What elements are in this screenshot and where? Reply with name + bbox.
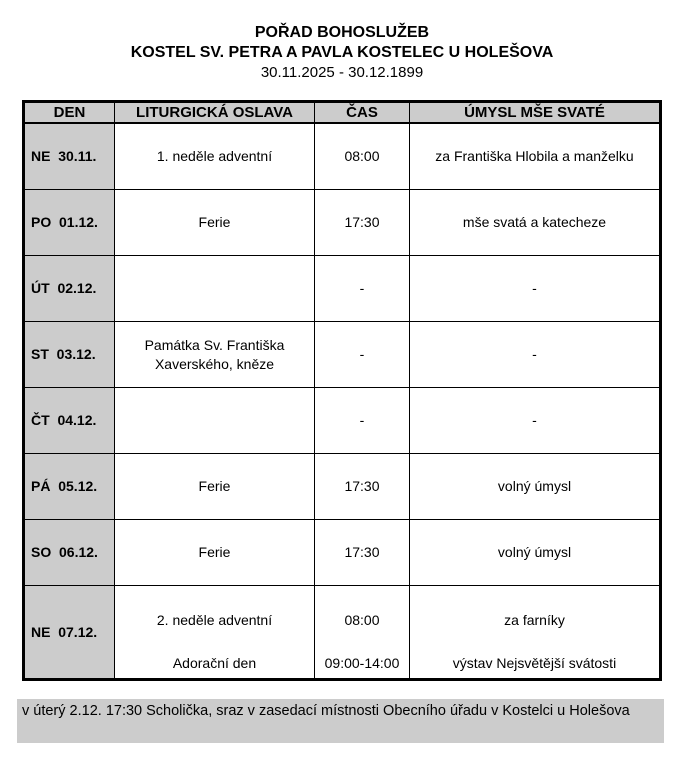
- liturgy-cell: Ferie: [115, 454, 315, 520]
- day-cell: ČT 04.12.: [25, 388, 115, 454]
- intention-cell: [410, 586, 659, 678]
- liturgy-cell: Ferie: [115, 520, 315, 586]
- column-header-den: DEN: [25, 103, 115, 124]
- time-line-2: 09:00-14:00: [324, 655, 400, 671]
- day-cell: ST 03.12.: [25, 322, 115, 388]
- date-range: 30.11.2025 - 30.12.1899: [260, 64, 424, 81]
- time-line-1: 08:00: [344, 611, 380, 628]
- intention-line-1: za farníky: [504, 611, 565, 628]
- title-block: [0, 0, 684, 83]
- time-cell: -: [315, 388, 410, 454]
- time-cell: 17:30: [315, 454, 410, 520]
- intention-line-2: výstav Nejsvětější svátosti: [452, 655, 617, 671]
- intention-cell: volný úmysl: [410, 520, 659, 586]
- page-title: POŘAD BOHOSLUŽEB: [254, 24, 430, 41]
- intention-cell: mše svatá a katecheze: [410, 190, 659, 256]
- time-cell: 08:00: [315, 124, 410, 190]
- day-cell: ÚT 02.12.: [25, 256, 115, 322]
- time-cell: 17:30: [315, 190, 410, 256]
- time-cell: 17:30: [315, 520, 410, 586]
- day-cell: PO 01.12.: [25, 190, 115, 256]
- intention-cell: volný úmysl: [410, 454, 659, 520]
- day-cell: NE 07.12.: [25, 586, 115, 678]
- intention-cell: -: [410, 256, 659, 322]
- intention-cell: za Františka Hlobila a manželku: [410, 124, 659, 190]
- liturgy-cell: Ferie: [115, 190, 315, 256]
- liturgy-cell: Památka Sv. Františka Xaverského, kněze: [115, 322, 315, 388]
- column-header-time: ČAS: [315, 103, 410, 124]
- schedule-table: [22, 100, 662, 681]
- liturgy-cell: [115, 586, 315, 678]
- column-header-intention: ÚMYSL MŠE SVATÉ: [410, 103, 659, 124]
- time-cell: [315, 586, 410, 678]
- liturgy-line-1: 2. neděle adventní: [156, 611, 273, 628]
- day-cell: PÁ 05.12.: [25, 454, 115, 520]
- day-cell: SO 06.12.: [25, 520, 115, 586]
- church-subtitle: KOSTEL SV. PETRA A PAVLA KOSTELEC U HOLEŠOVA: [130, 44, 554, 61]
- liturgy-line-2: Adorační den: [172, 655, 257, 671]
- time-cell: -: [315, 256, 410, 322]
- intention-cell: -: [410, 322, 659, 388]
- liturgy-cell: 1. neděle adventní: [115, 124, 315, 190]
- intention-cell: -: [410, 388, 659, 454]
- time-cell: -: [315, 322, 410, 388]
- day-cell: NE 30.11.: [25, 124, 115, 190]
- column-header-liturgy: LITURGICKÁ OSLAVA: [115, 103, 315, 124]
- footer-note: v úterý 2.12. 17:30 Scholička, sraz v zasedací místnosti Obecního úřadu v Kostelci u Holešova: [17, 699, 664, 743]
- liturgy-cell: [115, 388, 315, 454]
- liturgy-cell: [115, 256, 315, 322]
